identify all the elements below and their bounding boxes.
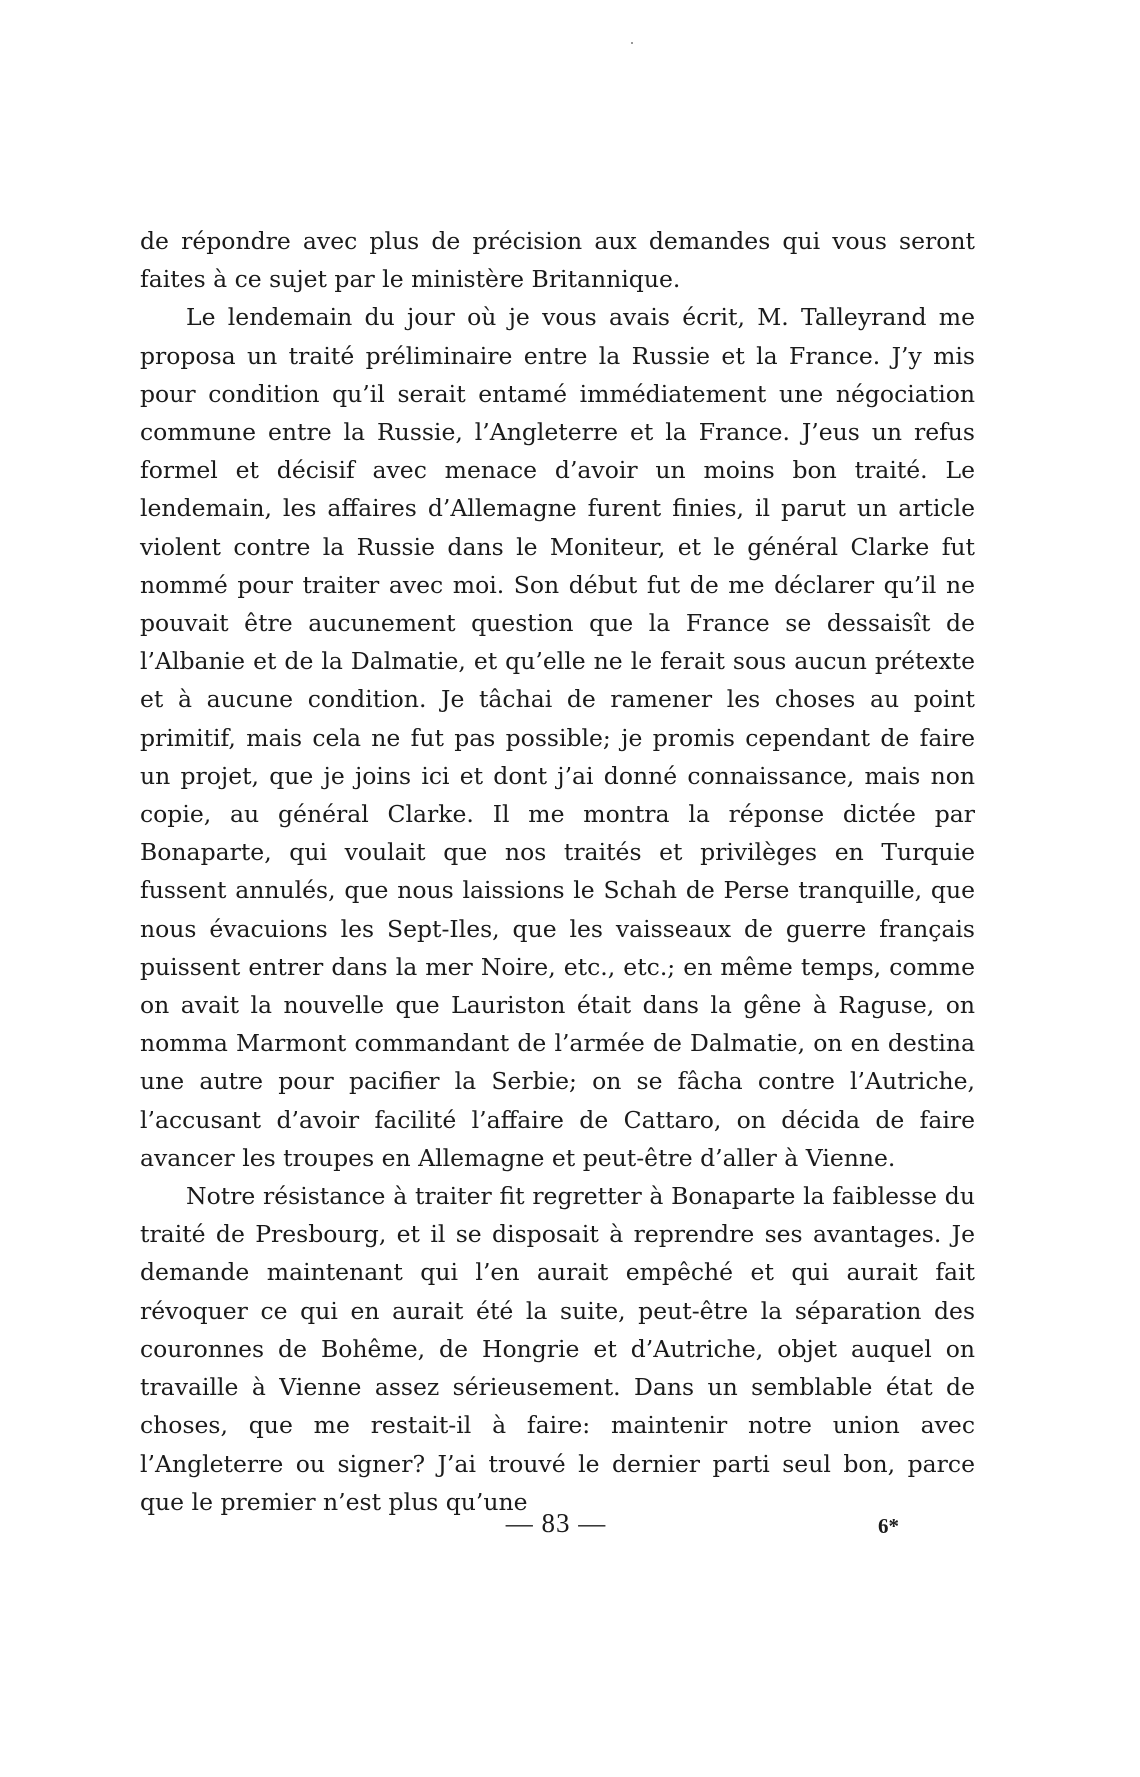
paragraph-talleyrand: Le lendemain du jour où je vous avais écrit, M. Talleyrand me proposa un traité préliminaire entre la Russie et la France. J’y mis pour condition qu’il serait entamé immédiatement une négociation commune entre la Russie, l’Angleterre et la France. J’eus un refus formel et décisif avec menace d’avoir un moins bon traité. Le lendemain, les affaires d’Allemagne furent finies, il parut un article violent contre la Russie dans le Moniteur, et le général Clarke fut nommé pour traiter avec moi. Son début fut de me déclarer qu’il ne pouvait être aucunement question que la France se dessaisît de l’Albanie et de la Dalmatie, et qu’elle ne le ferait sous aucun prétexte et à aucune condition. Je tâchai de ramener les choses au point primitif, mais cela ne fut pas possible; je promis cependant de faire un projet, que je joins ici et dont j’ai donné connaissance, mais non copie, au général Clarke. Il me montra la réponse dictée par Bonaparte, qui voulait que nos traités et privilèges en Turquie fussent annulés, que nous laissions le Schah de Perse tranquille, que nous évacuions les Sept-Iles, que les vaisseaux de guerre français puissent entrer dans la mer Noire, etc., etc.; en même temps, comme on avait la nouvelle que Lauriston était dans la gêne à Raguse, on nomma Marmont commandant de l’armée de Dalmatie, on en destina une autre pour pacifier la Serbie; on se fâcha contre l’Autriche, l’accusant d’avoir facilité l’affaire de Cattaro, on décida de faire avancer les troupes en Allemagne et peut-être d’aller à Vienne.: [140, 303, 975, 1172]
paragraph-continuation: de répondre avec plus de précision aux demandes qui vous seront faites à ce sujet par le ministère Britannique.: [140, 227, 975, 294]
page-number: — 83 —: [505, 1508, 607, 1538]
signature-mark: 6*: [878, 1514, 899, 1538]
paragraph-resistance: Notre résistance à traiter fit regretter à Bonaparte la faiblesse du traité de Presbourg, et il se disposait à reprendre ses avantages. Je demande maintenant qui l’en aurait empêché et qui aurait fait révoquer ce qui en aurait été la suite, peut-être la séparation des couronnes de Bohême, de Hongrie et d’Autriche, objet auquel on travaille à Vienne assez sérieusement. Dans un semblable état de choses, que me restait-il à faire: maintenir notre union avec l’Angleterre ou signer? J’ai trouvé le dernier parti seul bon, parce que le premier n’est plus qu’une: [140, 1182, 975, 1516]
page-footer: [0, 1508, 1140, 1548]
body-text: [140, 222, 975, 1521]
ink-speck: [631, 42, 633, 44]
